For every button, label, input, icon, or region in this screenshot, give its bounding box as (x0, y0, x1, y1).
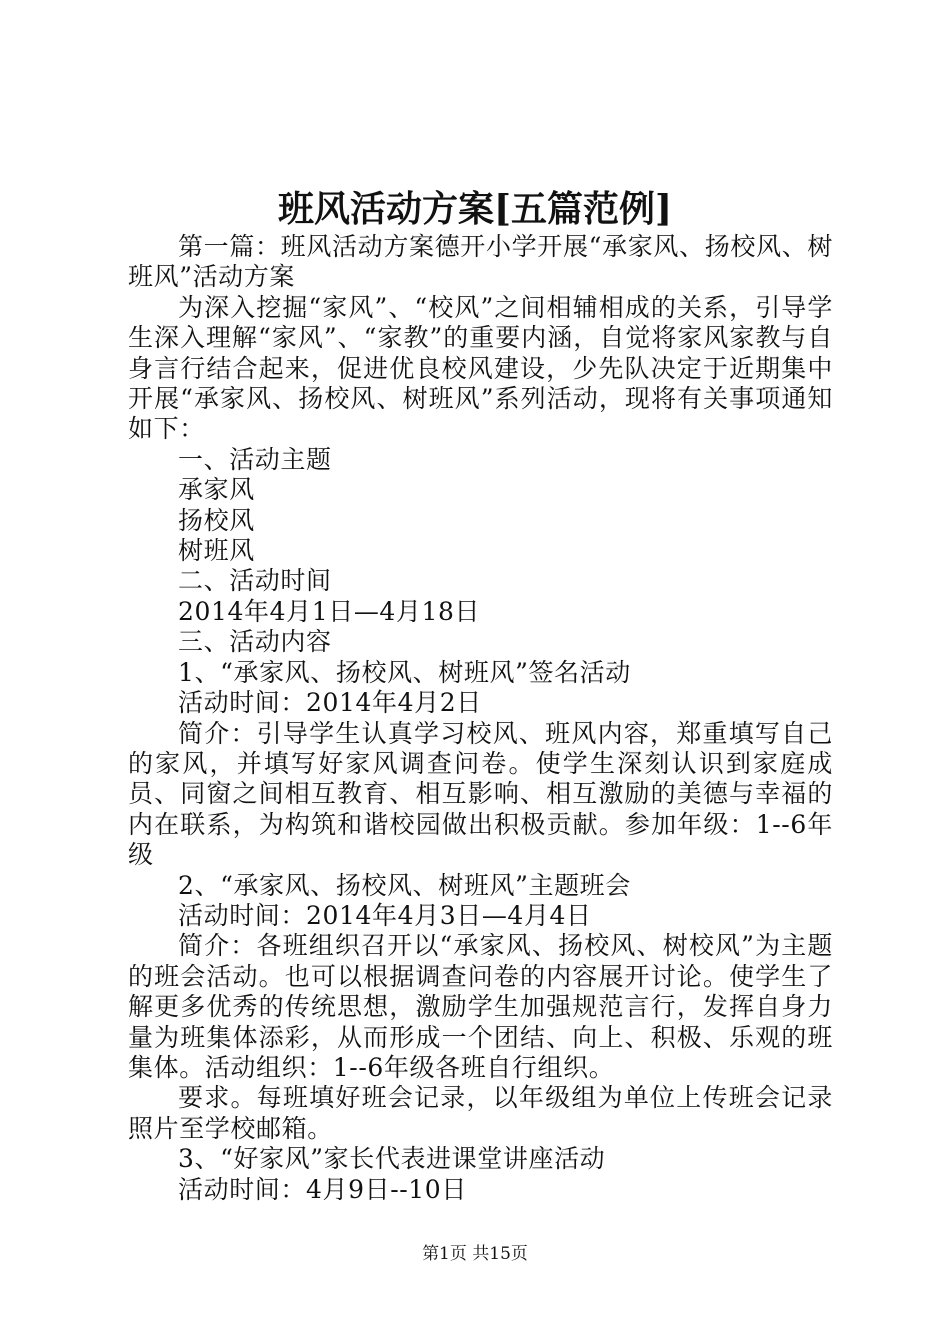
activity-2-requirement: 要求。每班填好班会记录，以年级组为单位上传班会记录照片至学校邮箱。 (128, 1083, 833, 1143)
activity-2-title: 2、“承家风、扬校风、树班风”主题班会 (178, 870, 631, 900)
paragraph-intro-body: 为深入挖掘“家风”、“校风”之间相辅相成的关系，引导学生深入理解“家风”、“家教”的重要内涵，自觉将家风家教与自身言行结合起来，促进优良校风建设，少先队决定于近期集中开展“承家风、扬校风、树班风”系列活动，现将有关事项通知如下： (128, 292, 833, 444)
activity-1-title: 1、“承家风、扬校风、树班风”签名活动 (178, 657, 631, 687)
theme-item: 扬校风 (178, 505, 255, 535)
section-heading-content: 三、活动内容 (178, 627, 332, 657)
theme-item: 树班风 (178, 536, 255, 566)
activity-2-description: 简介：各班组织召开以“承家风、扬校风、树校风”为主题的班会活动。也可以根据调查问卷的内容展开讨论。使学生了解更多优秀的传统思想，激励学生加强规范言行，发挥自身力量为班集体添彩，从而形成一个团结、向上、积极、乐观的班集体。活动组织：1--6年级各班自行组织。 (128, 931, 833, 1082)
page-footer (0, 1242, 950, 1266)
section-heading-theme: 一、活动主题 (178, 444, 332, 474)
activity-date-range: 2014年4月1日—4月18日 (178, 596, 481, 626)
activity-2-time: 活动时间：2014年4月3日—4月4日 (178, 900, 592, 930)
theme-item: 承家风 (178, 475, 255, 505)
document-title: 班风活动方案[五篇范例] (277, 188, 673, 230)
document-body (128, 232, 833, 1205)
activity-1-description: 简介：引导学生认真学习校风、班风内容，郑重填写自己的家风，并填写好家风调查问卷。使学生深刻认识到家庭成员、同窗之间相互教育、相互影响、相互激励的美德与幸福的内在联系，为构筑和谐校园做出积极贡献。参加年级：1--6年级 (128, 718, 833, 870)
page-total: 共15页 (472, 1244, 528, 1264)
activity-3-time: 活动时间：4月9日--10日 (178, 1174, 467, 1204)
section-heading-time: 二、活动时间 (178, 566, 332, 596)
activity-3-title: 3、“好家风”家长代表进课堂讲座活动 (178, 1144, 606, 1174)
activity-1-time: 活动时间：2014年4月2日 (178, 688, 482, 718)
page-number: 第1页 (422, 1244, 467, 1264)
paragraph-intro-heading: 第一篇：班风活动方案德开小学开展“承家风、扬校风、树班风”活动方案 (128, 232, 833, 292)
